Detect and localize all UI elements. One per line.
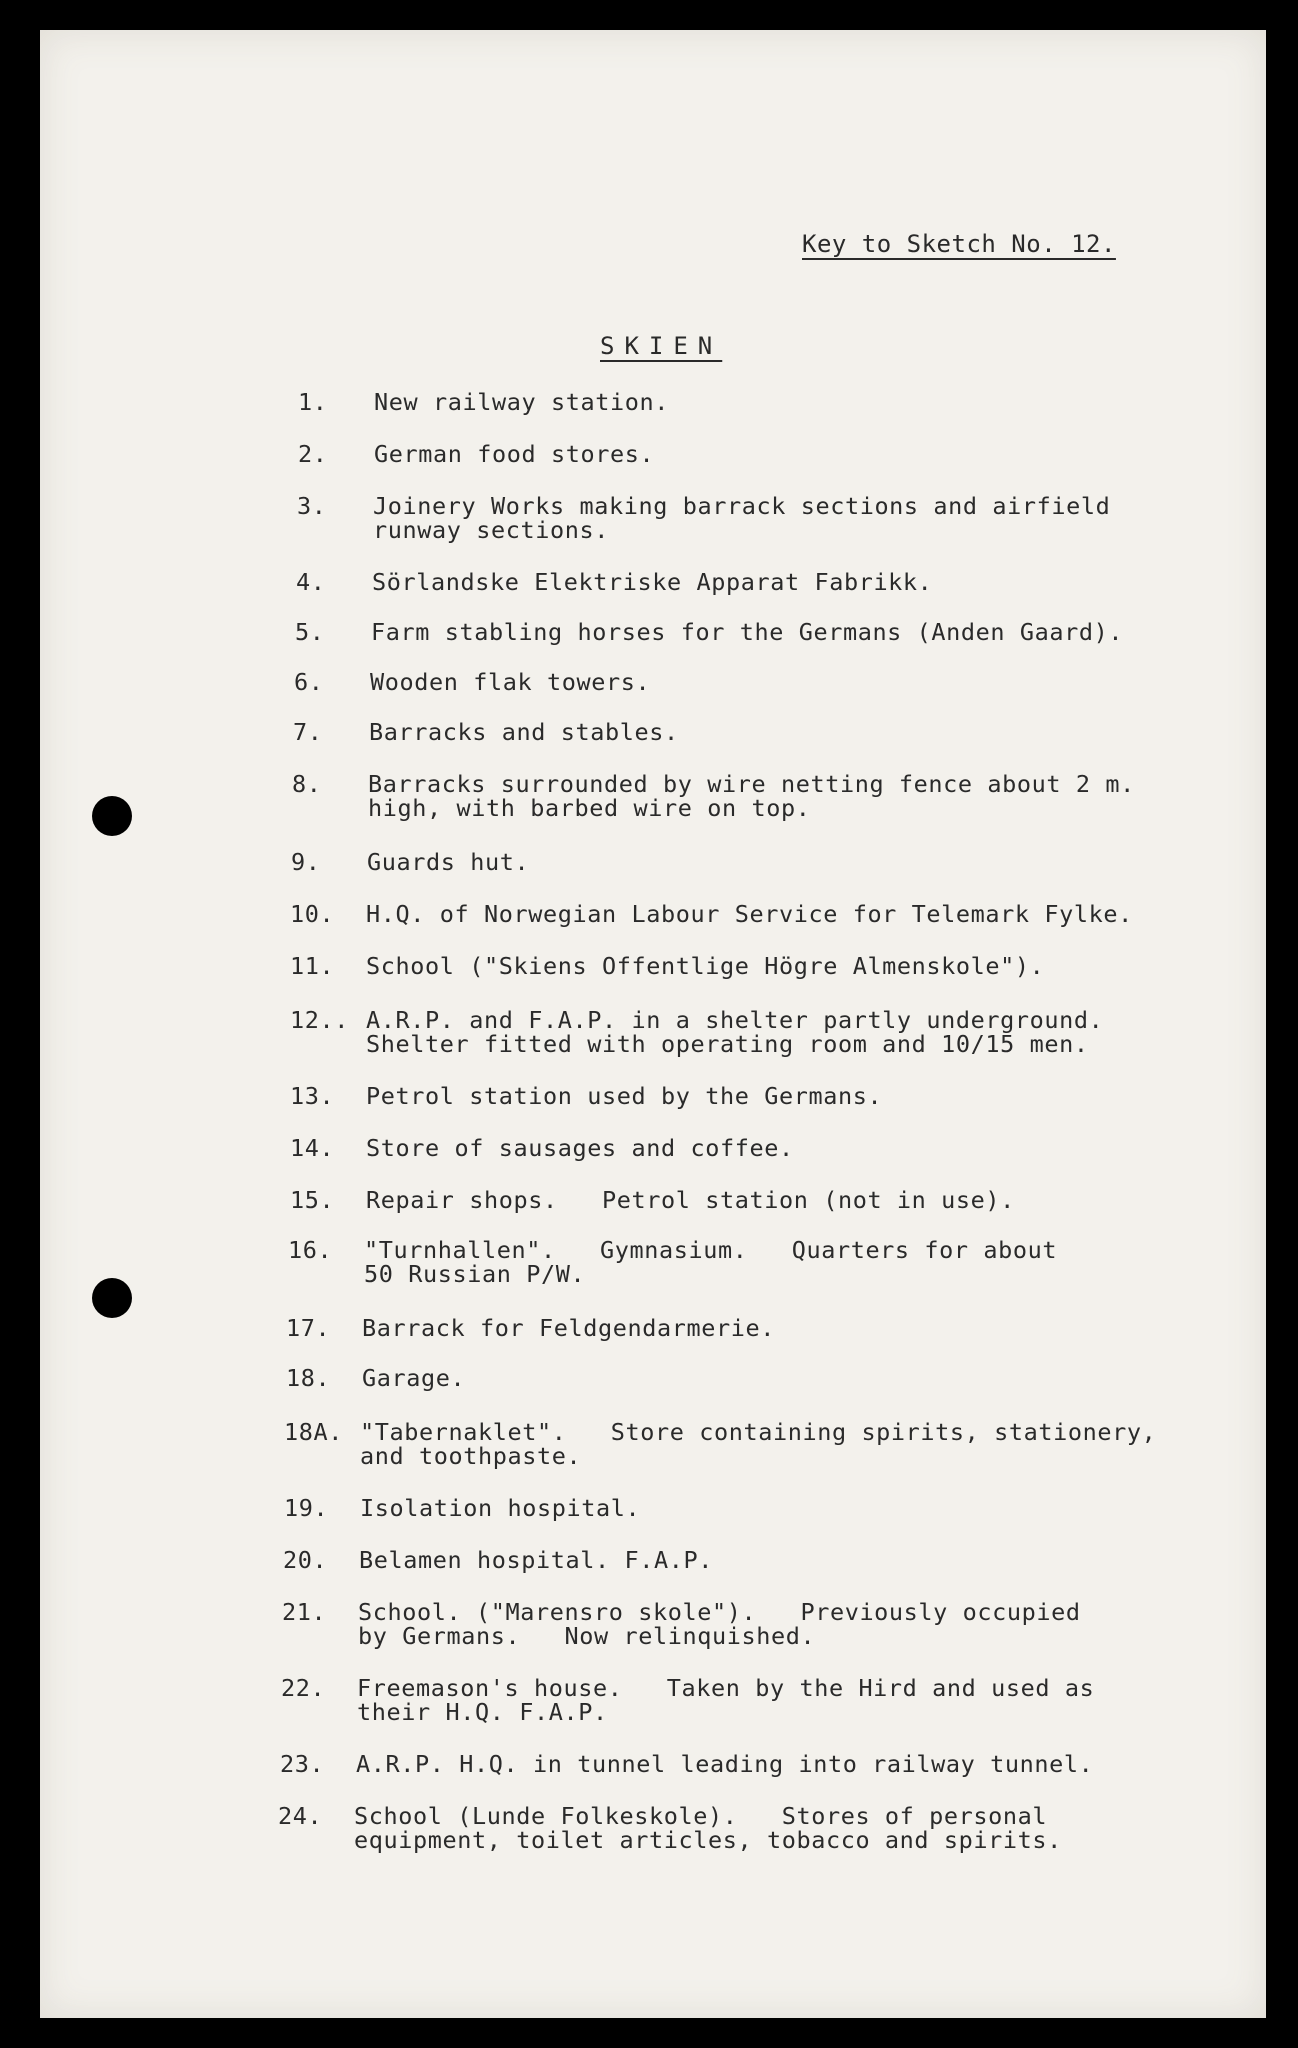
item-number: 10. bbox=[290, 900, 335, 928]
item-text: "Turnhallen". Gymnasium. Quarters for about 50 Russian P/W. bbox=[364, 1236, 1058, 1288]
punch-hole bbox=[92, 1278, 132, 1318]
item-number: 16. bbox=[288, 1236, 333, 1264]
item-number: 11. bbox=[290, 952, 335, 980]
item-number: 3. bbox=[297, 492, 327, 520]
item-number: 8. bbox=[292, 770, 322, 798]
item-text: Barrack for Feldgendarmerie. bbox=[362, 1314, 775, 1342]
item-number: 9. bbox=[291, 848, 321, 876]
item-text: A.R.P. H.Q. in tunnel leading into railway tunnel. bbox=[356, 1750, 1094, 1778]
item-number: 2. bbox=[298, 440, 328, 468]
item-text: A.R.P. and F.A.P. in a shelter partly underground. Shelter fitted with operating room and 10/15 men. bbox=[366, 1006, 1104, 1058]
item-text: "Tabernaklet". Store containing spirits, stationery, and toothpaste. bbox=[360, 1418, 1157, 1470]
item-number: 14. bbox=[290, 1134, 335, 1162]
item-text: Store of sausages and coffee. bbox=[366, 1134, 794, 1162]
item-text: Isolation hospital. bbox=[360, 1494, 641, 1522]
item-text: School (Lunde Folkeskole). Stores of personal equipment, toilet articles, tobacco and spirits. bbox=[354, 1802, 1062, 1854]
item-text: Repair shops. Petrol station (not in use). bbox=[366, 1186, 1015, 1214]
item-number: 1. bbox=[298, 388, 328, 416]
item-number: 15. bbox=[290, 1186, 335, 1214]
item-text: Wooden flak towers. bbox=[370, 668, 651, 696]
item-text: Guards hut. bbox=[367, 848, 530, 876]
item-text: Barracks and stables. bbox=[369, 718, 679, 746]
item-number: 23. bbox=[280, 1750, 325, 1778]
item-number: 17. bbox=[286, 1314, 331, 1342]
item-number: 22. bbox=[281, 1674, 326, 1702]
item-text: Petrol station used by the Germans. bbox=[366, 1082, 883, 1110]
item-number: 21. bbox=[282, 1598, 327, 1626]
document-page bbox=[40, 30, 1266, 2018]
item-number: 12.. bbox=[290, 1006, 349, 1034]
item-number: 4. bbox=[296, 568, 326, 596]
item-number: 18A. bbox=[284, 1418, 343, 1446]
item-text: German food stores. bbox=[374, 440, 655, 468]
item-text: Farm stabling horses for the Germans (Anden Gaard). bbox=[371, 618, 1124, 646]
item-text: New railway station. bbox=[374, 388, 669, 416]
key-title: Key to Sketch No. 12. bbox=[802, 230, 1116, 258]
city-title: SKIEN bbox=[600, 332, 723, 360]
item-text: Garage. bbox=[362, 1364, 466, 1392]
item-text: School ("Skiens Offentlige Högre Almenskole"). bbox=[366, 952, 1045, 980]
item-number: 6. bbox=[294, 668, 324, 696]
item-text: Joinery Works making barrack sections and airfield runway sections. bbox=[373, 492, 1111, 544]
item-text: Barracks surrounded by wire netting fence about 2 m. high, with barbed wire on top. bbox=[368, 770, 1135, 822]
item-text: School. ("Marensro skole"). Previously occupied by Germans. Now relinquished. bbox=[358, 1598, 1081, 1650]
item-number: 5. bbox=[295, 618, 325, 646]
item-number: 20. bbox=[283, 1546, 328, 1574]
punch-hole bbox=[92, 796, 132, 836]
item-number: 19. bbox=[284, 1494, 329, 1522]
item-text: Freemason's house. Taken by the Hird and used as their H.Q. F.A.P. bbox=[357, 1674, 1095, 1726]
item-number: 7. bbox=[293, 718, 323, 746]
item-text: Sörlandske Elektriske Apparat Fabrikk. bbox=[372, 568, 933, 596]
item-text: H.Q. of Norwegian Labour Service for Telemark Fylke. bbox=[366, 900, 1133, 928]
item-text: Belamen hospital. F.A.P. bbox=[359, 1546, 713, 1574]
item-number: 18. bbox=[286, 1364, 331, 1392]
item-number: 24. bbox=[278, 1802, 323, 1830]
item-number: 13. bbox=[290, 1082, 335, 1110]
